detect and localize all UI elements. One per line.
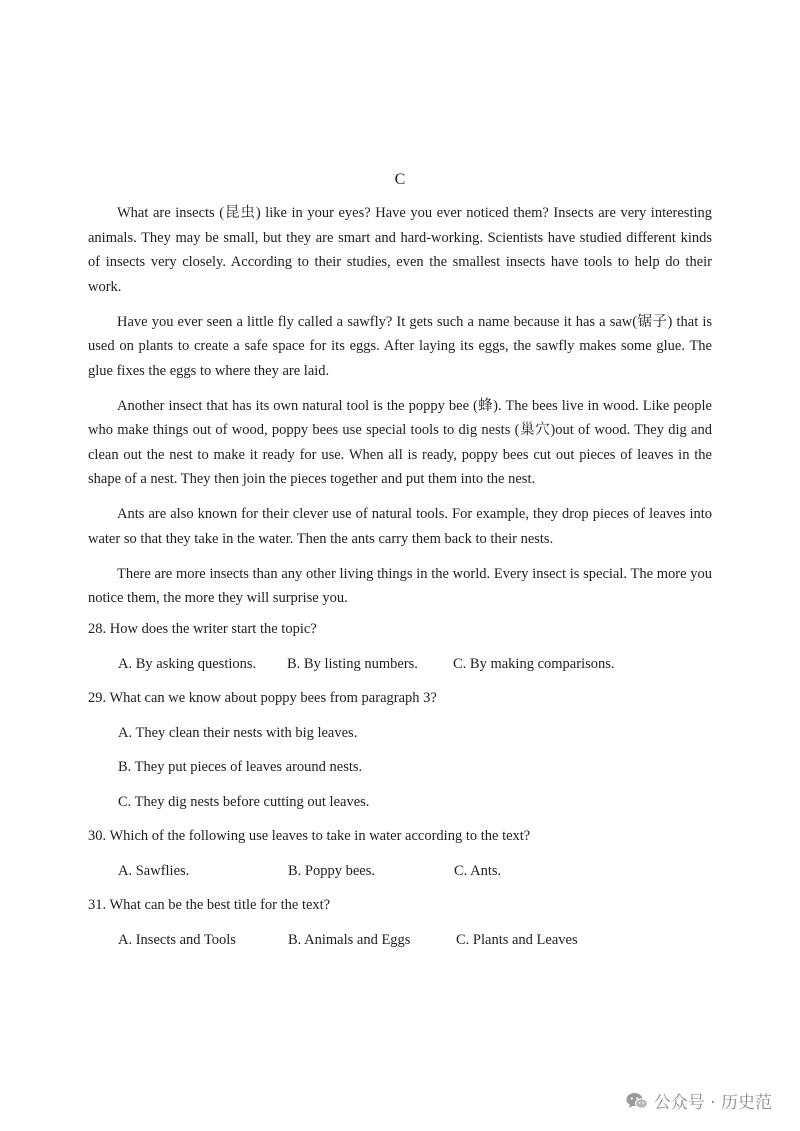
option-row bbox=[88, 928, 712, 963]
wechat-icon bbox=[626, 1092, 648, 1110]
option-b: B. Poppy bees. bbox=[288, 862, 375, 879]
paragraph-4: Ants are also known for their clever use of natural tools. For example, they drop pieces of leaves into water so that they take in the water. Then the ants carry them back to their nests. bbox=[88, 506, 712, 547]
reading-passage bbox=[88, 201, 712, 621]
paragraph-3: Another insect that has its own natural tool is the poppy bee (蜂). The bees live in wood. Like people who make things out of wood, poppy bees use special tools to dig nests (巢穴)out of wood. They dig and clean out the nest to make it ready for use. When all is ready, poppy bees cut out pieces of leaves in the shape of a nest. They then join the pieces together and put them into the nest. bbox=[88, 397, 712, 487]
option-b: B. By listing numbers. bbox=[287, 655, 418, 672]
option-c: C. They dig nests before cutting out leaves. bbox=[118, 793, 370, 810]
question-stem: 31. What can be the best title for the text? bbox=[88, 897, 331, 913]
question-29 bbox=[88, 686, 712, 824]
option-a: A. Insects and Tools bbox=[118, 931, 236, 948]
paragraph-2: Have you ever seen a little fly called a sawfly? It gets such a name because it has a saw(锯子) that is used on plants to create a safe space for its eggs. After laying its eggs, the sawfly makes some glue. The glue fixes the eggs to where they are laid. bbox=[88, 313, 712, 379]
option-b: B. Animals and Eggs bbox=[288, 931, 411, 948]
question-30 bbox=[88, 824, 712, 893]
option-c: C. Ants. bbox=[454, 862, 502, 879]
watermark-text: 公众号 · 历史范 bbox=[653, 1093, 772, 1113]
question-31 bbox=[88, 893, 712, 962]
option-a: A. Sawflies. bbox=[118, 862, 190, 879]
option-a: A. They clean their nests with big leaves. bbox=[118, 724, 358, 741]
option-b: B. They put pieces of leaves around nests. bbox=[118, 759, 363, 775]
option-a: A. By asking questions. bbox=[118, 655, 257, 672]
question-list bbox=[88, 617, 712, 962]
option-row bbox=[88, 859, 712, 894]
question-28 bbox=[88, 617, 712, 686]
option-c: C. By making comparisons. bbox=[453, 655, 615, 672]
paragraph-5: There are more insects than any other living things in the world. Every insect is special. The more you notice them, the more they will surprise you. bbox=[88, 565, 712, 606]
section-heading: C bbox=[394, 171, 406, 188]
question-stem: 30. Which of the following use leaves to take in water according to the text? bbox=[88, 828, 531, 844]
paragraph-1: What are insects (昆虫) like in your eyes? Have you ever noticed them? Insects are very interesting animals. They may be small, but they are smart and hard-working. Scientists have studied different kinds of insects very closely. According to their studies, even the smallest insects have tools to help do their work. bbox=[88, 205, 712, 295]
question-stem: 29. What can we know about poppy bees from paragraph 3? bbox=[88, 690, 437, 706]
question-stem: 28. How does the writer start the topic? bbox=[88, 621, 317, 637]
option-c: C. Plants and Leaves bbox=[456, 931, 578, 948]
option-row bbox=[88, 652, 712, 687]
watermark bbox=[626, 1088, 772, 1113]
